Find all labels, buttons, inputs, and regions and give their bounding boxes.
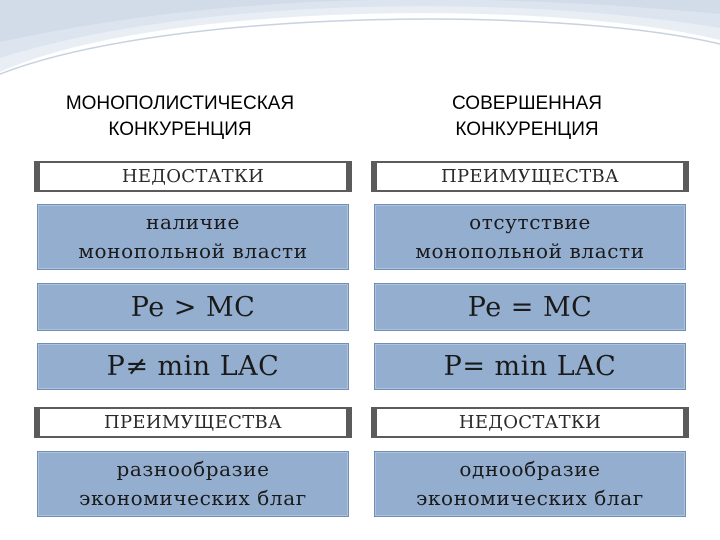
- right-row2-text: Pe = MC: [467, 291, 593, 323]
- left-row2-text: Pe > MC: [130, 291, 256, 323]
- top-decoration: [0, 0, 720, 90]
- left-header-1-label: НЕДОСТАТКИ: [121, 166, 265, 187]
- right-row-no-monopoly-power: [374, 204, 686, 270]
- left-row1-line-2: монопольной власти: [78, 239, 308, 263]
- right-header-1-label: ПРЕИМУЩЕСТВА: [440, 166, 619, 187]
- left-header-disadvantages: [34, 161, 352, 192]
- left-title-line-2: КОНКУРЕНЦИЯ: [108, 119, 252, 140]
- left-row-goods-variety: [37, 451, 349, 517]
- left-row-monopoly-power: [37, 204, 349, 270]
- left-row1-line-1: наличие: [146, 210, 240, 234]
- left-title-line-1: МОНОПОЛИСТИЧЕСКАЯ: [65, 93, 295, 114]
- left-column-title: [25, 91, 335, 143]
- left-header-2-label: ПРЕИМУЩЕСТВА: [103, 412, 282, 433]
- right-row1-line-2: монопольной власти: [415, 239, 645, 263]
- left-header-advantages: [34, 407, 352, 438]
- right-title-line-2: КОНКУРЕНЦИЯ: [455, 119, 599, 140]
- right-title-line-1: СОВЕРШЕННАЯ: [451, 93, 603, 114]
- right-row4-line-1: однообразие: [459, 457, 601, 481]
- right-row1-line-1: отсутствие: [469, 210, 591, 234]
- right-row4-line-2: экономических благ: [416, 486, 644, 510]
- right-row-price-equals-mc: [374, 283, 686, 331]
- left-row4-line-2: экономических благ: [79, 486, 307, 510]
- right-row3-text: P= min LAC: [443, 351, 617, 382]
- right-header-advantages: [371, 161, 689, 192]
- left-row3-text: P≠ min LAC: [106, 351, 280, 382]
- right-row-price-equals-lac: [374, 343, 686, 390]
- left-row-price-vs-lac: [37, 343, 349, 390]
- right-header-2-label: НЕДОСТАТКИ: [458, 412, 602, 433]
- right-header-disadvantages: [371, 407, 689, 438]
- left-row-price-vs-mc: [37, 283, 349, 331]
- right-column-title: [372, 91, 682, 143]
- left-row4-line-1: разнообразие: [116, 457, 270, 481]
- right-row-goods-uniformity: [374, 451, 686, 517]
